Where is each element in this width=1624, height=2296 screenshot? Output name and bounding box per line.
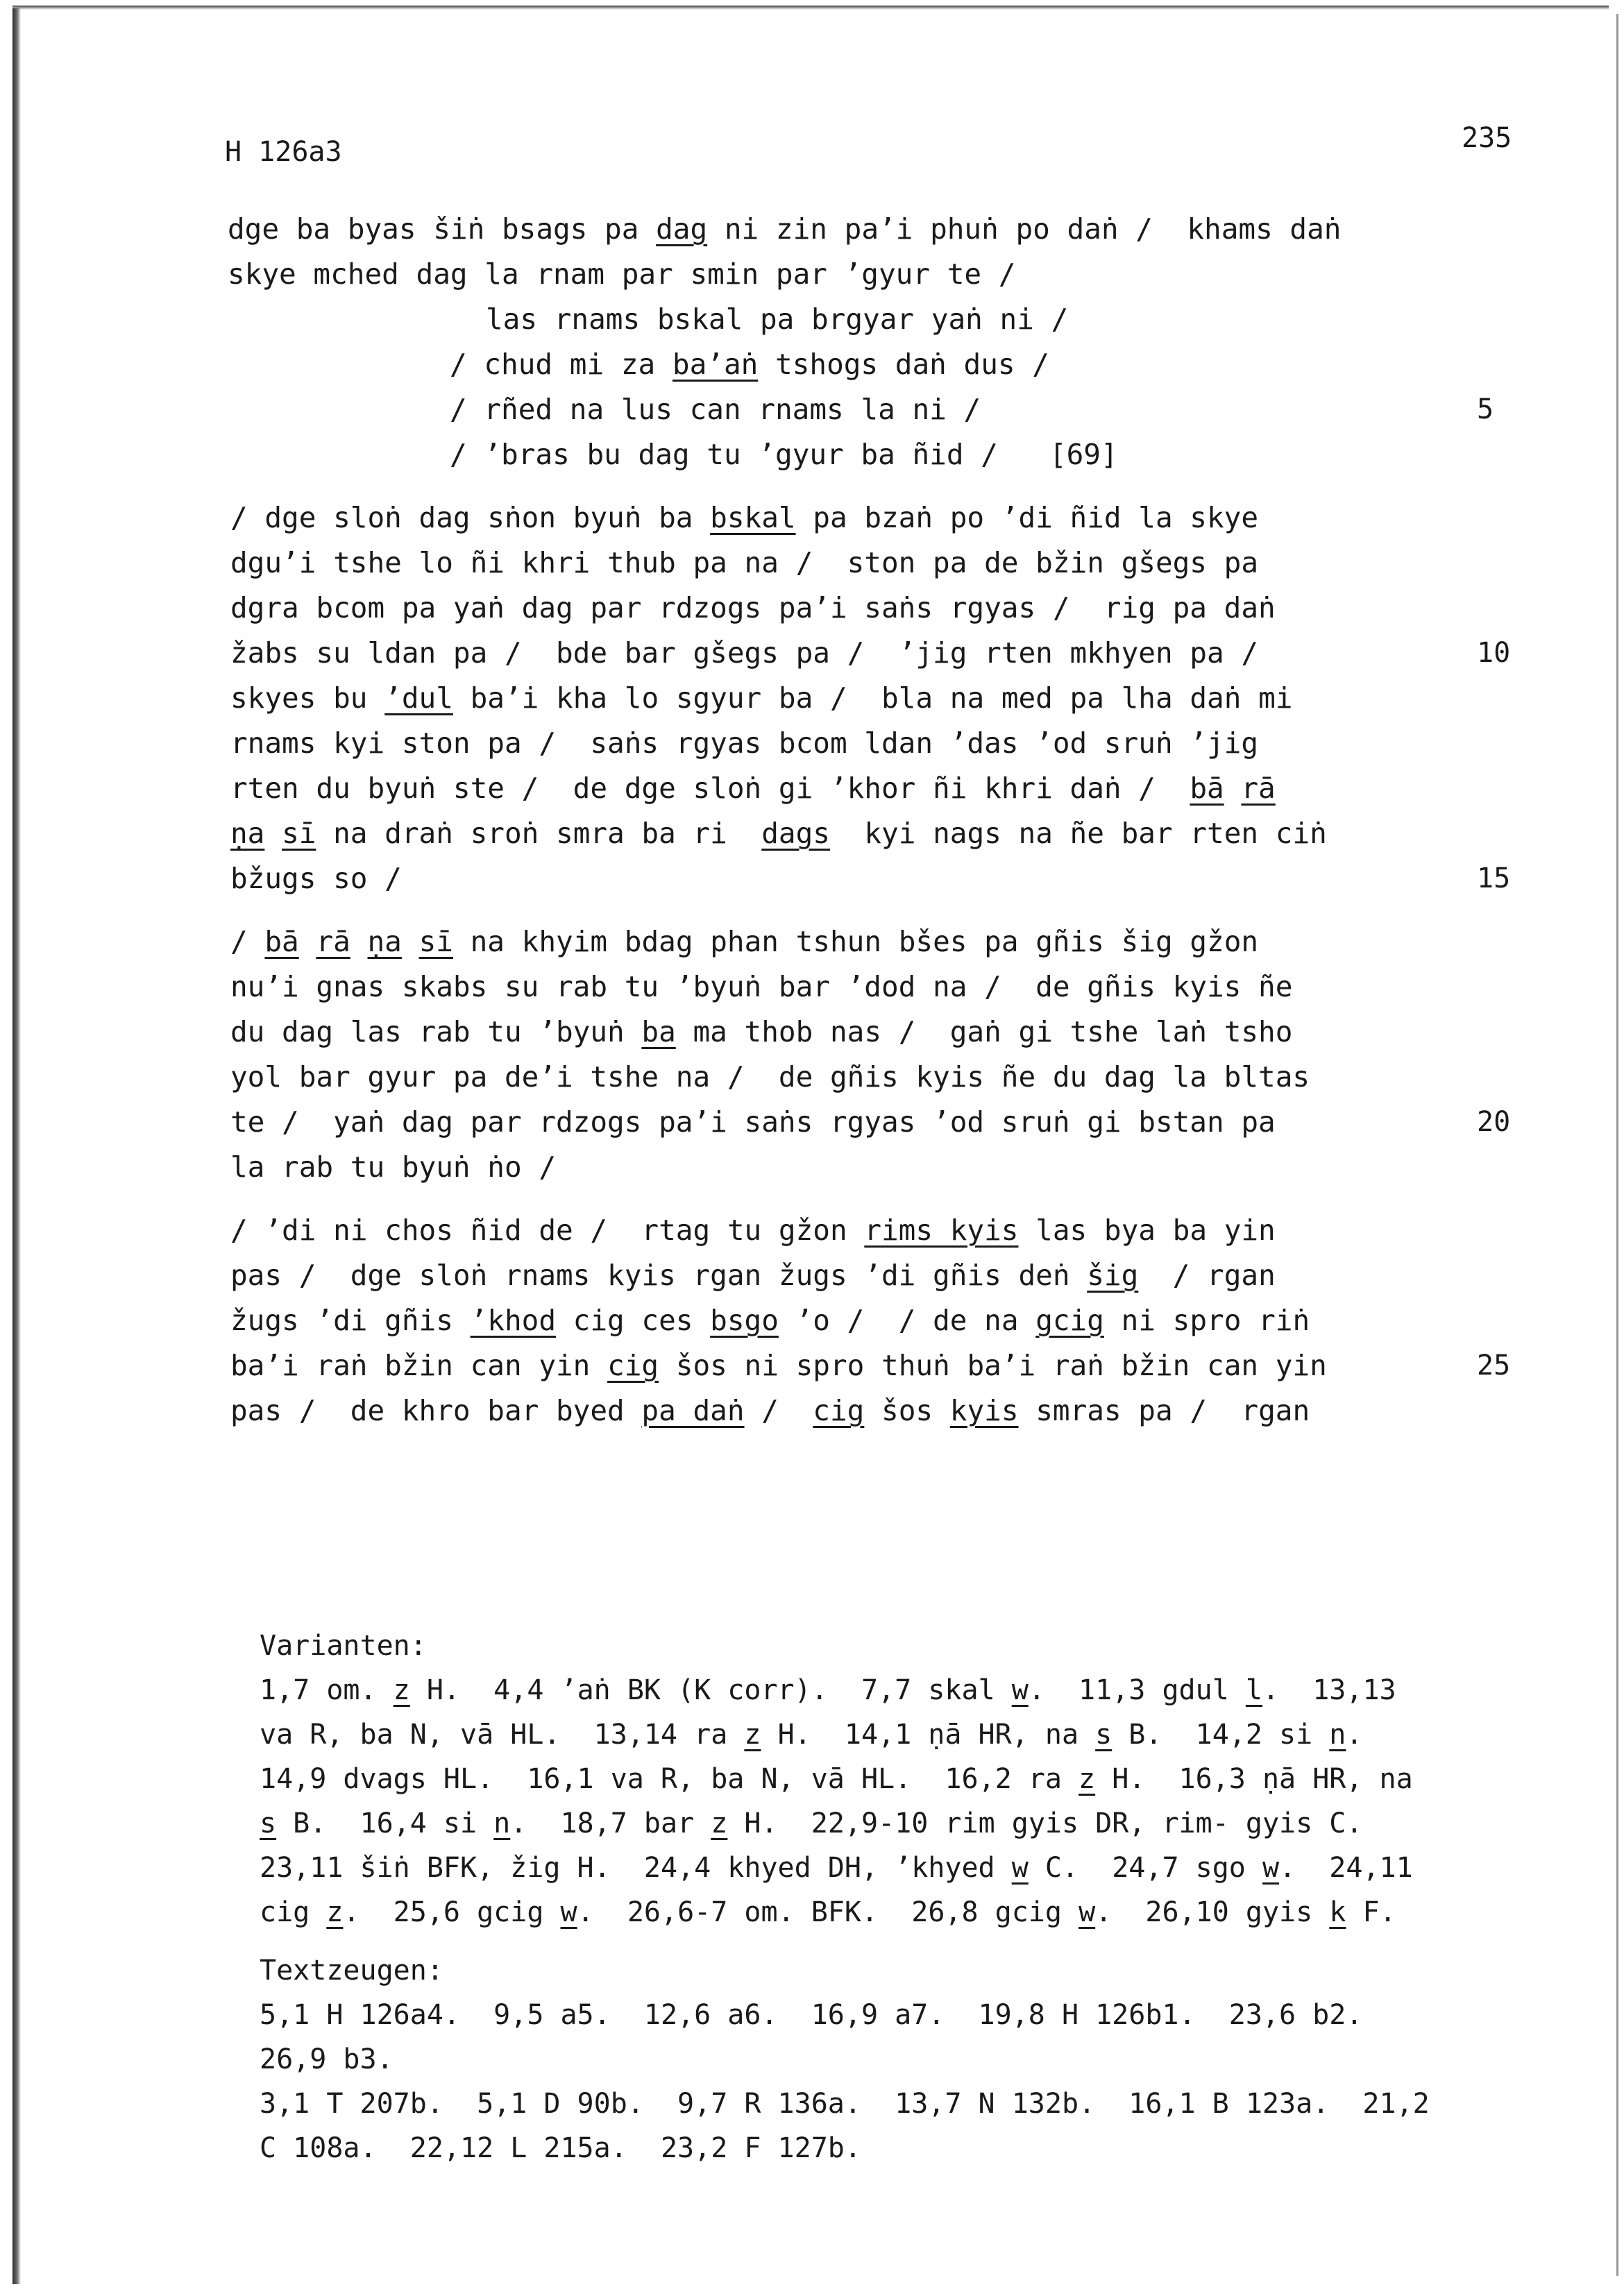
text-segment: / rgan: [1138, 1259, 1276, 1292]
line-number: 15: [1477, 862, 1511, 894]
text-segment: 1,7 om.: [260, 1674, 394, 1706]
text-segment: skyes bu: [230, 681, 385, 715]
text-segment: [402, 925, 419, 958]
text-segment: du dag las rab tu ’byuṅ: [230, 1015, 642, 1048]
text-segment: šos ni spro thuṅ ba’i raṅ bžin can yin: [659, 1349, 1327, 1382]
underlined-word: ṇa: [367, 925, 402, 958]
note-line: [260, 1993, 1578, 2037]
varianten-heading: Varianten:: [260, 1630, 427, 1662]
text-segment: 14,9 dvags HL. 16,1 va R, ba N, vā HL. 16,2 ra: [260, 1763, 1079, 1795]
text-segment: rten du byuṅ ste / de dge sloṅ gi ’khor ñi khri daṅ /: [230, 772, 1190, 805]
text-segment: na draṅ sroṅ smra ba ri: [316, 817, 762, 850]
page-number: 235: [1462, 122, 1512, 154]
line-text: [230, 1010, 1292, 1055]
text-segment: va R, ba N, vā HL. 13,14 ra: [260, 1719, 745, 1751]
text-segment: /: [744, 1394, 813, 1427]
line-text: [450, 387, 981, 432]
line-text: [450, 342, 1049, 387]
text-segment: te / yaṅ dag par rdzogs pa’i saṅs rgyas ’od sruṅ gi bstan pa: [230, 1105, 1276, 1139]
note-line: [260, 2037, 1578, 2082]
underlined-word: šig: [1087, 1259, 1139, 1292]
underlined-word: w: [1011, 1852, 1029, 1884]
underlined-word: s: [1095, 1719, 1113, 1751]
line-number: 10: [1477, 637, 1511, 669]
text-segment: B. 16,4 si: [276, 1808, 494, 1839]
text-segment: pas / de khro bar byed: [230, 1394, 642, 1427]
line-text: [230, 1055, 1310, 1100]
text-segment: H. 14,1 ṇā HR, na: [761, 1719, 1096, 1751]
text-segment: skye mched dag la rnam par smin par ’gyur te /: [228, 257, 1016, 291]
text-line: [228, 207, 1463, 252]
text-line: [228, 1010, 1463, 1055]
text-segment: / ’di ni chos ñid de / rtag tu gžon: [230, 1214, 865, 1247]
text-line: [228, 252, 1463, 297]
line-number: 5: [1477, 393, 1494, 425]
underlined-word: n: [493, 1808, 511, 1839]
text-segment: tshogs daṅ dus /: [758, 348, 1049, 381]
text-segment: / dge sloṅ dag sṅon byuṅ ba: [230, 501, 711, 534]
line-text: [230, 1100, 1276, 1145]
text-segment: . 26,6-7 om. BFK. 26,8 gcig: [577, 1896, 1079, 1928]
text-line: [228, 541, 1463, 586]
scan-edge-top: [12, 6, 1609, 10]
underlined-word: rā: [316, 925, 350, 958]
text-segment: ba’i raṅ bžin can yin: [230, 1349, 608, 1382]
text-segment: . 24,11: [1279, 1852, 1413, 1884]
underlined-word: ba’aṅ: [672, 348, 759, 381]
underlined-word: w: [560, 1896, 577, 1928]
text-segment: [299, 925, 316, 958]
text-segment: B. 14,2 si: [1112, 1719, 1330, 1751]
text-segment: dgu’i tshe lo ñi khri thub pa na / ston pa de bžin gšegs pa: [230, 546, 1259, 579]
note-line: [260, 1890, 1578, 1934]
text-segment: / rñed na lus can rnams la ni /: [450, 393, 981, 426]
text-line: [228, 297, 1463, 342]
underlined-word: n: [1329, 1719, 1346, 1751]
underlined-word: w: [1079, 1896, 1096, 1928]
text-segment: bžugs so /: [230, 862, 402, 895]
line-text: [230, 1343, 1327, 1388]
underlined-word: w: [1011, 1674, 1029, 1706]
text-segment: 5,1 H 126a4. 9,5 a5. 12,6 a6. 16,9 a7. 19,8 H 126b1. 23,6 b2.: [260, 1999, 1363, 2031]
line-text: [230, 631, 1258, 676]
text-segment: ba’i kha lo sgyur ba / bla na med pa lha daṅ mi: [452, 681, 1293, 715]
line-text: [230, 811, 1327, 856]
note-line: [260, 1846, 1578, 1890]
text-segment: . 11,3 gdul: [1028, 1674, 1246, 1706]
main-text: [228, 207, 1511, 1434]
underlined-word: ’khod: [470, 1304, 556, 1337]
underlined-word: l: [1245, 1674, 1262, 1706]
scan-edge-right: [1616, 14, 1618, 2276]
text-line: [228, 676, 1463, 721]
text-segment: kyi nags na ñe bar rten ciṅ: [829, 817, 1327, 850]
text-line: [228, 766, 1463, 811]
text-segment: / ’bras bu dag tu ’gyur ba ñid / [69]: [450, 438, 1118, 471]
text-line: [228, 1100, 1511, 1145]
text-segment: .: [1346, 1719, 1363, 1751]
text-segment: . 26,10 gyis: [1095, 1896, 1330, 1928]
note-line: [260, 1801, 1578, 1846]
text-line: [228, 811, 1463, 856]
text-segment: dge ba byas šiṅ bsags pa: [228, 212, 657, 246]
text-line: [228, 586, 1463, 631]
text-segment: žugs ’di gñis: [230, 1304, 471, 1337]
text-segment: [350, 925, 368, 958]
underlined-word: dags: [761, 817, 830, 850]
textzeugen-heading: Textzeugen:: [260, 1955, 443, 1987]
scan-edge-left: [12, 8, 21, 2284]
text-segment: na khyim bdag phan tshun bšes pa gñis šig gžon: [452, 925, 1259, 958]
line-text: [230, 1298, 1310, 1343]
underlined-word: z: [1079, 1763, 1096, 1795]
line-text: [230, 766, 1276, 811]
underlined-word: bsgo: [710, 1304, 779, 1337]
text-line: [228, 1388, 1463, 1434]
underlined-word: z: [744, 1719, 761, 1751]
line-text: [230, 1145, 556, 1190]
text-segment: las rnams bskal pa brgyar yaṅ ni /: [486, 303, 1069, 336]
text-line: [228, 1055, 1463, 1100]
text-segment: 23,11 šiṅ BFK, žig H. 24,4 khyed DH, ’khyed: [260, 1852, 1012, 1884]
text-segment: [1224, 772, 1242, 805]
text-segment: H. 4,4 ’aṅ BK (K corr). 7,7 skal: [409, 1674, 1012, 1706]
text-segment: . 13,13: [1262, 1674, 1396, 1706]
note-line: [260, 2082, 1578, 2126]
line-text: [230, 495, 1258, 541]
underlined-word: bskal: [710, 501, 796, 534]
text-line: [228, 856, 1511, 901]
text-segment: ’o / / de na: [778, 1304, 1036, 1337]
text-segment: /: [230, 925, 265, 958]
underlined-word: sī: [282, 817, 316, 850]
text-segment: ma thob nas / gaṅ gi tshe laṅ tsho: [675, 1015, 1293, 1048]
text-line: [228, 964, 1463, 1010]
underlined-word: dag: [656, 212, 708, 246]
text-segment: ni spro riṅ: [1103, 1304, 1310, 1337]
note-line: [260, 1757, 1578, 1801]
text-line: [228, 1208, 1463, 1253]
text-segment: C 108a. 22,12 L 215a. 23,2 F 127b.: [260, 2132, 861, 2164]
textzeugen-list: [260, 1993, 1578, 2170]
underlined-word: w: [1262, 1852, 1280, 1884]
note-line: [260, 1712, 1578, 1757]
text-line: [228, 919, 1463, 964]
text-segment: rnams kyi ston pa / saṅs rgyas bcom ldan ’das ’od sruṅ ’jig: [230, 726, 1259, 760]
underlined-word: ṇa: [230, 817, 265, 850]
apparatus: [260, 1624, 1578, 2170]
line-text: [450, 432, 1118, 477]
underlined-word: sī: [418, 925, 453, 958]
underlined-word: ’dul: [384, 681, 453, 715]
underlined-word: ba: [641, 1015, 676, 1048]
text-line: [228, 721, 1463, 766]
text-segment: cig: [260, 1896, 327, 1928]
text-line: [228, 631, 1511, 676]
underlined-word: cig: [607, 1349, 659, 1382]
text-segment: yol bar gyur pa de’i tshe na / de gñis kyis ñe du dag la bltas: [230, 1060, 1310, 1094]
text-line: [228, 1253, 1463, 1298]
underlined-word: cig: [813, 1394, 865, 1427]
line-text: [230, 1208, 1276, 1253]
line-text: [230, 676, 1292, 721]
underlined-word: kyis: [949, 1394, 1019, 1427]
text-segment: las bya ba yin: [1018, 1214, 1276, 1247]
text-segment: pas / dge sloṅ rnams kyis rgan žugs ’di gñis deṅ: [230, 1259, 1088, 1292]
text-line: [228, 1145, 1463, 1190]
text-segment: . 25,6 gcig: [343, 1896, 561, 1928]
text-segment: / chud mi za: [450, 348, 673, 381]
text-line: [228, 1298, 1463, 1343]
note-line: [260, 1668, 1578, 1712]
line-text: [230, 1253, 1276, 1298]
text-segment: žabs su ldan pa / bde bar gšegs pa / ’jig rten mkhyen pa /: [230, 636, 1259, 670]
text-segment: pa bzaṅ po ’di ñid la skye: [795, 501, 1259, 534]
line-text: [230, 856, 402, 901]
note-line: [260, 2126, 1578, 2170]
text-segment: dgra bcom pa yaṅ dag par rdzogs pa’i saṅs rgyas / rig pa daṅ: [230, 591, 1276, 624]
text-line: [228, 432, 1463, 477]
line-text: [230, 586, 1276, 631]
text-segment: šos: [864, 1394, 950, 1427]
text-segment: 3,1 T 207b. 5,1 D 90b. 9,7 R 136a. 13,7 N 132b. 16,1 B 123a. 21,2: [260, 2088, 1430, 2120]
text-segment: nu’i gnas skabs su rab tu ’byuṅ bar ’dod na / de gñis kyis ñe: [230, 970, 1293, 1003]
line-text: [230, 964, 1292, 1010]
line-number: 25: [1477, 1350, 1511, 1381]
underlined-word: z: [711, 1808, 728, 1839]
text-line: [228, 495, 1463, 541]
folio-reference: H 126a3: [225, 136, 342, 168]
text-line: [228, 1343, 1511, 1388]
text-line: [228, 387, 1494, 432]
text-segment: la rab tu byuṅ ṅo /: [230, 1150, 556, 1184]
line-text: [228, 207, 1341, 252]
text-segment: smras pa / rgan: [1018, 1394, 1310, 1427]
line-text: [228, 252, 1015, 297]
line-number: 20: [1477, 1106, 1511, 1138]
underlined-word: gcig: [1035, 1304, 1104, 1337]
text-segment: 26,9 b3.: [260, 2043, 394, 2075]
text-segment: H. 22,9-10 rim gyis DR, rim- gyis C.: [727, 1808, 1363, 1839]
text-segment: . 18,7 bar: [510, 1808, 711, 1839]
text-segment: H. 16,3 ṇā HR, na: [1095, 1763, 1413, 1795]
line-text: [230, 919, 1258, 964]
text-segment: [264, 817, 282, 850]
text-line: [228, 342, 1463, 387]
underlined-word: z: [326, 1896, 344, 1928]
underlined-word: rims kyis: [864, 1214, 1019, 1247]
text-segment: ni zin pa’i phuṅ po daṅ / khams daṅ: [707, 212, 1342, 246]
underlined-word: rā: [1241, 772, 1276, 805]
line-text: [230, 721, 1258, 766]
text-segment: C. 24,7 sgo: [1028, 1852, 1262, 1884]
underlined-word: s: [260, 1808, 277, 1839]
line-text: [230, 541, 1258, 586]
underlined-word: bā: [264, 925, 299, 958]
underlined-word: z: [393, 1674, 410, 1706]
line-text: [230, 1388, 1310, 1434]
line-text: [486, 297, 1068, 342]
underlined-word: bā: [1190, 772, 1224, 805]
underlined-word: k: [1329, 1896, 1346, 1928]
text-segment: F.: [1346, 1896, 1396, 1928]
varianten-list: [260, 1668, 1578, 1934]
underlined-word: pa daṅ: [641, 1394, 745, 1427]
text-segment: cig ces: [556, 1304, 711, 1337]
